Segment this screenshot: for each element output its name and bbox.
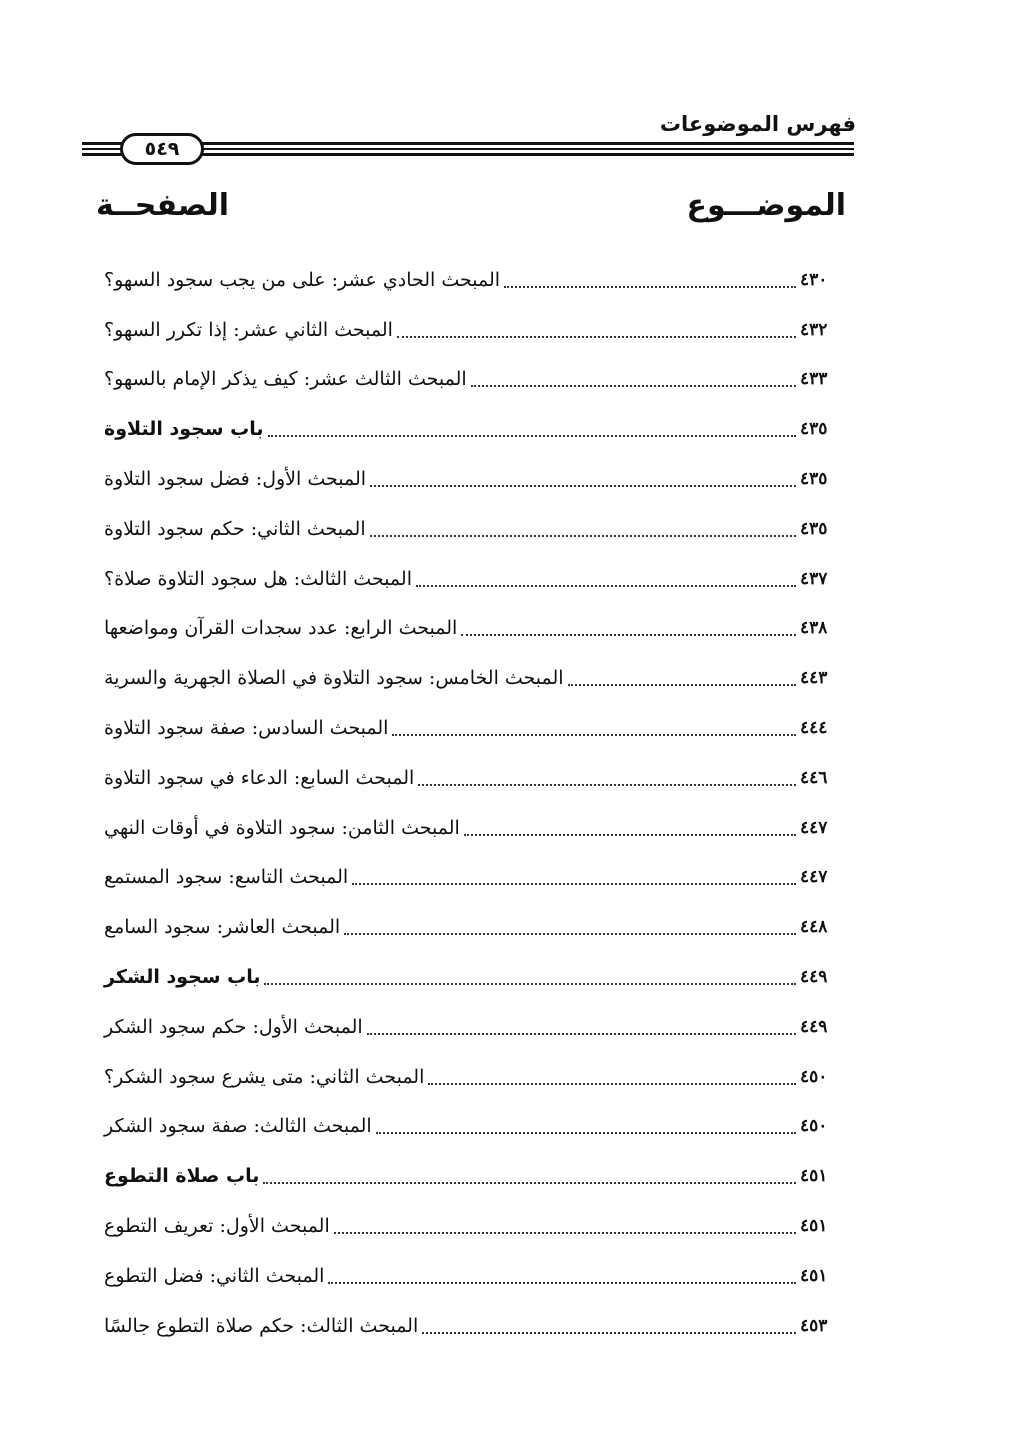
toc-entry-row — [100, 803, 850, 853]
toc-entry-title: المبحث الثاني: فضل التطوع — [104, 1264, 325, 1287]
toc-section-title: باب صلاة التطوع — [104, 1165, 260, 1188]
toc-section-row — [100, 1151, 850, 1201]
toc-page-number: ٤٤٦ — [800, 767, 828, 788]
dot-leader — [568, 684, 796, 686]
toc-entry-row — [100, 255, 850, 305]
dot-leader — [392, 734, 796, 736]
toc-page-number: ٤٤٧ — [800, 867, 828, 888]
toc-page-number: ٤٥١ — [800, 1166, 828, 1187]
dot-leader — [263, 1182, 796, 1184]
toc-entry-row — [100, 355, 850, 405]
toc-entry-title: المبحث الثامن: سجود التلاوة في أوقات النهي — [104, 816, 460, 839]
toc-entry-row — [100, 1002, 850, 1052]
dot-leader — [397, 336, 796, 338]
toc-entry-title: المبحث السابع: الدعاء في سجود التلاوة — [104, 766, 415, 789]
toc-entry-row — [100, 653, 850, 703]
dot-leader — [418, 784, 796, 786]
toc-page-number: ٤٣٠ — [800, 269, 828, 290]
toc-entry-title: المبحث الثاني: متى يشرع سجود الشكر؟ — [104, 1065, 425, 1088]
dot-leader — [471, 385, 796, 387]
topic-column-heading: الموضـــوع — [686, 188, 846, 223]
toc-entry-row — [100, 853, 850, 903]
dot-leader — [370, 485, 796, 487]
toc-entry-row — [100, 1251, 850, 1301]
dot-leader — [428, 1083, 796, 1085]
toc-entry-title: المبحث الأول: تعريف التطوع — [104, 1215, 330, 1238]
toc-page-number: ٤٣٥ — [800, 469, 828, 490]
dot-leader — [376, 1132, 796, 1134]
toc-page-number: ٤٣٢ — [800, 319, 828, 340]
toc-page-number: ٤٥١ — [800, 1265, 828, 1286]
toc-page-number: ٤٥٣ — [800, 1315, 828, 1336]
dot-leader — [422, 1332, 796, 1334]
toc-page-number: ٤٥١ — [800, 1216, 828, 1237]
dot-leader — [370, 535, 796, 537]
toc-entry-title: المبحث السادس: صفة سجود التلاوة — [104, 717, 389, 740]
toc-entry-title: المبحث العاشر: سجود السامع — [104, 916, 341, 939]
toc-entry-row — [100, 1102, 850, 1152]
dot-leader — [504, 286, 796, 288]
toc-entry-title: المبحث الثالث: حكم صلاة التطوع جالسًا — [104, 1314, 419, 1337]
toc-entry-row — [100, 703, 850, 753]
toc-entry-title: المبحث الرابع: عدد سجدات القرآن ومواضعها — [104, 617, 458, 640]
toc-page-number: ٤٤٣ — [800, 668, 828, 689]
toc-entry-title: المبحث الثاني: حكم سجود التلاوة — [104, 517, 366, 540]
toc-page-number: ٤٥٠ — [800, 1116, 828, 1137]
toc-entry-row — [100, 1052, 850, 1102]
toc-entry-title: المبحث الثالث عشر: كيف يذكر الإمام بالسهو؟ — [104, 368, 467, 391]
toc-section-row — [100, 404, 850, 454]
page-number-badge: ٥٤٩ — [120, 133, 204, 165]
dot-leader — [264, 983, 796, 985]
toc-page-number: ٤٣٨ — [800, 618, 828, 639]
toc-section-title: باب سجود التلاوة — [104, 418, 264, 441]
toc-entry-row — [100, 902, 850, 952]
toc-page-number: ٤٣٥ — [800, 419, 828, 440]
toc-section-title: باب سجود الشكر — [104, 966, 261, 989]
toc-entry-title: المبحث الأول: حكم سجود الشكر — [104, 1015, 363, 1038]
dot-leader — [416, 585, 796, 587]
toc-page-number: ٤٥٠ — [800, 1066, 828, 1087]
dot-leader — [464, 834, 796, 836]
toc-page-number: ٤٤٩ — [800, 967, 828, 988]
toc-entry-title: المبحث الثالث: هل سجود التلاوة صلاة؟ — [104, 567, 412, 590]
table-of-contents — [100, 255, 850, 1351]
toc-entry-row — [100, 554, 850, 604]
toc-page-number: ٤٤٧ — [800, 817, 828, 838]
toc-entry-row — [100, 1301, 850, 1351]
toc-section-row — [100, 952, 850, 1002]
toc-entry-title: المبحث الخامس: سجود التلاوة في الصلاة الجهرية والسرية — [104, 667, 564, 690]
toc-entry-row — [100, 504, 850, 554]
toc-page-number: ٤٤٨ — [800, 917, 828, 938]
toc-entry-title: المبحث الأول: فضل سجود التلاوة — [104, 468, 367, 491]
dot-leader — [461, 634, 796, 636]
dot-leader — [268, 435, 797, 437]
toc-entry-row — [100, 305, 850, 355]
toc-entry-row — [100, 1201, 850, 1251]
toc-page-number: ٤٣٣ — [800, 369, 828, 390]
toc-page-number: ٤٣٥ — [800, 518, 828, 539]
running-title: فهرس الموضوعات — [659, 112, 856, 136]
toc-page-number: ٤٤٤ — [800, 718, 828, 739]
dot-leader — [334, 1232, 796, 1234]
dot-leader — [367, 1033, 796, 1035]
dot-leader — [344, 933, 796, 935]
toc-entry-title: المبحث الثاني عشر: إذا تكرر السهو؟ — [104, 318, 393, 341]
dot-leader — [352, 883, 796, 885]
toc-page-number: ٤٣٧ — [800, 568, 828, 589]
toc-entry-title: المبحث التاسع: سجود المستمع — [104, 866, 349, 889]
toc-page-number: ٤٤٩ — [800, 1016, 828, 1037]
page-column-heading: الصفحــة — [96, 188, 230, 223]
toc-entry-row — [100, 604, 850, 654]
dot-leader — [328, 1282, 796, 1284]
toc-entry-row — [100, 753, 850, 803]
toc-entry-title: المبحث الثالث: صفة سجود الشكر — [104, 1115, 372, 1138]
toc-entry-row — [100, 454, 850, 504]
toc-entry-title: المبحث الحادي عشر: على من يجب سجود السهو؟ — [104, 268, 501, 291]
